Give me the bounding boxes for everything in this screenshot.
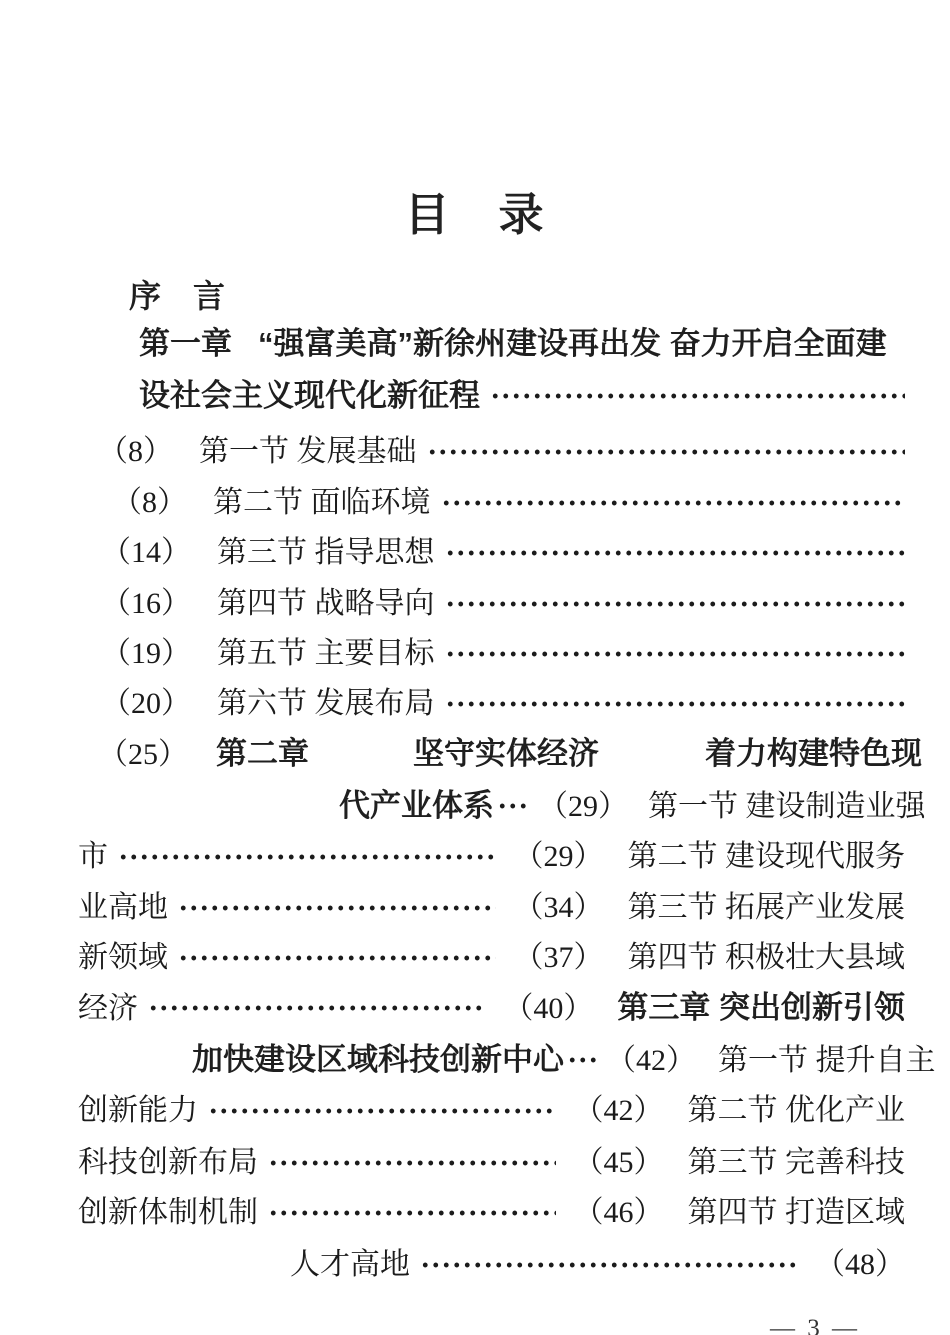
toc-entry xyxy=(101,634,905,673)
dot-leader xyxy=(427,448,906,456)
dot-leader xyxy=(420,1261,797,1269)
dot-leader xyxy=(445,650,906,658)
toc-entry xyxy=(192,1040,936,1080)
entry-title: 第六节 发展布局 xyxy=(217,687,435,720)
chapter-title: “强富美高”新徐州建设再出发 奋力开启全面建 xyxy=(258,326,887,361)
toc-entry xyxy=(78,1143,905,1182)
toc-chapter-1-line-2 xyxy=(139,376,905,416)
toc-entry xyxy=(78,888,905,927)
chapter-title-continued: 设社会主义现代化新征程 xyxy=(139,378,480,413)
entry-title: 第三节 指导思想 xyxy=(217,536,435,569)
entry-title-continued: 人才高地 xyxy=(290,1248,410,1281)
dot-leader xyxy=(268,1159,556,1167)
entry-title-continued: 新领域 xyxy=(78,941,168,974)
entry-title-continued: 经济 xyxy=(78,992,138,1025)
preface-label: 序 言 xyxy=(129,278,226,314)
entry-title: 第一节 发展基础 xyxy=(199,435,417,468)
chapter-number: 第一章 xyxy=(139,326,232,361)
dot-leader xyxy=(208,1107,556,1115)
page-title: 目 录 xyxy=(404,189,546,240)
dot-leader xyxy=(497,802,528,810)
chapter-title-continued: 代产业体系 xyxy=(339,788,494,823)
chapter-title: 第三章 突出创新引领 xyxy=(617,990,905,1025)
entry-page-ref: （40） xyxy=(503,992,594,1025)
toc-entry xyxy=(78,1193,905,1232)
toc-entry xyxy=(101,684,905,723)
entry-page-ref: （29） xyxy=(513,840,604,873)
entry-title: 第一节 提升自主 xyxy=(718,1044,936,1077)
entry-page-ref: （16） xyxy=(101,587,191,620)
toc-entry xyxy=(101,584,905,623)
chapter-title-part-1: 坚守实体经济 xyxy=(413,736,599,771)
entry-title-continued: 市 xyxy=(78,840,108,873)
entry-page-ref: （37） xyxy=(513,941,604,974)
toc-chapter-2-line xyxy=(98,734,922,774)
entry-title: 第二节 优化产业 xyxy=(687,1094,905,1127)
toc-entry xyxy=(339,786,926,826)
dot-leader xyxy=(148,1004,485,1012)
dot-leader xyxy=(445,600,906,608)
entry-title: 第五节 主要目标 xyxy=(217,637,435,670)
page-number: — 3 — xyxy=(770,1315,860,1335)
toc-entry xyxy=(78,1091,905,1130)
entry-title: 第一节 建设制造业强 xyxy=(648,790,926,823)
entry-page-ref: （46） xyxy=(573,1196,664,1229)
entry-title-continued: 创新体制机制 xyxy=(78,1196,258,1229)
entry-title: 第二节 建设现代服务 xyxy=(627,840,905,873)
toc-entry xyxy=(78,988,905,1028)
toc-entry xyxy=(98,432,905,471)
entry-title: 第二节 面临环境 xyxy=(213,486,431,519)
toc-entry xyxy=(78,938,905,977)
toc-entry xyxy=(290,1245,905,1284)
entry-title-continued: 科技创新布局 xyxy=(78,1146,258,1179)
dot-leader xyxy=(490,392,905,400)
toc-entry xyxy=(101,533,905,572)
toc-entry xyxy=(112,483,905,522)
entry-title: 第三节 拓展产业发展 xyxy=(627,891,905,924)
toc-preface xyxy=(129,276,225,318)
entry-title-continued: 业高地 xyxy=(78,891,168,924)
entry-title: 第四节 积极壮大县域 xyxy=(627,941,905,974)
entry-page-ref: （29） xyxy=(538,790,628,823)
entry-page-ref: （19） xyxy=(101,637,191,670)
entry-page-ref: （42） xyxy=(573,1094,664,1127)
dot-leader xyxy=(178,904,496,912)
entry-page-ref: （34） xyxy=(513,891,604,924)
entry-page-ref: （14） xyxy=(101,536,191,569)
chapter-number: 第二章 xyxy=(216,736,309,771)
dot-leader xyxy=(441,499,906,507)
entry-page-ref: （45） xyxy=(573,1146,664,1179)
entry-page-ref: （48） xyxy=(815,1248,905,1281)
entry-page-ref: （42） xyxy=(606,1044,696,1077)
entry-page-ref: （8） xyxy=(98,435,173,468)
toc-entry xyxy=(78,837,905,876)
dot-leader xyxy=(445,700,906,708)
dot-leader xyxy=(178,954,496,962)
chapter-title-part-2: 着力构建特色现 xyxy=(705,736,922,771)
entry-title-continued: 创新能力 xyxy=(78,1094,198,1127)
entry-page-ref: （20） xyxy=(101,687,191,720)
entry-page-ref: （8） xyxy=(112,486,187,519)
dot-leader xyxy=(445,549,906,557)
dot-leader xyxy=(118,853,496,861)
chapter-title-continued: 加快建设区域科技创新中心 xyxy=(192,1042,564,1077)
entry-title: 第四节 打造区域 xyxy=(687,1196,905,1229)
toc-chapter-1-line-1 xyxy=(139,324,887,364)
dot-leader xyxy=(268,1209,556,1217)
entry-title: 第三节 完善科技 xyxy=(687,1146,905,1179)
page-footer xyxy=(770,1313,860,1335)
dot-leader xyxy=(567,1056,598,1064)
entry-title: 第四节 战略导向 xyxy=(217,587,435,620)
entry-page-ref: （25） xyxy=(98,738,188,771)
